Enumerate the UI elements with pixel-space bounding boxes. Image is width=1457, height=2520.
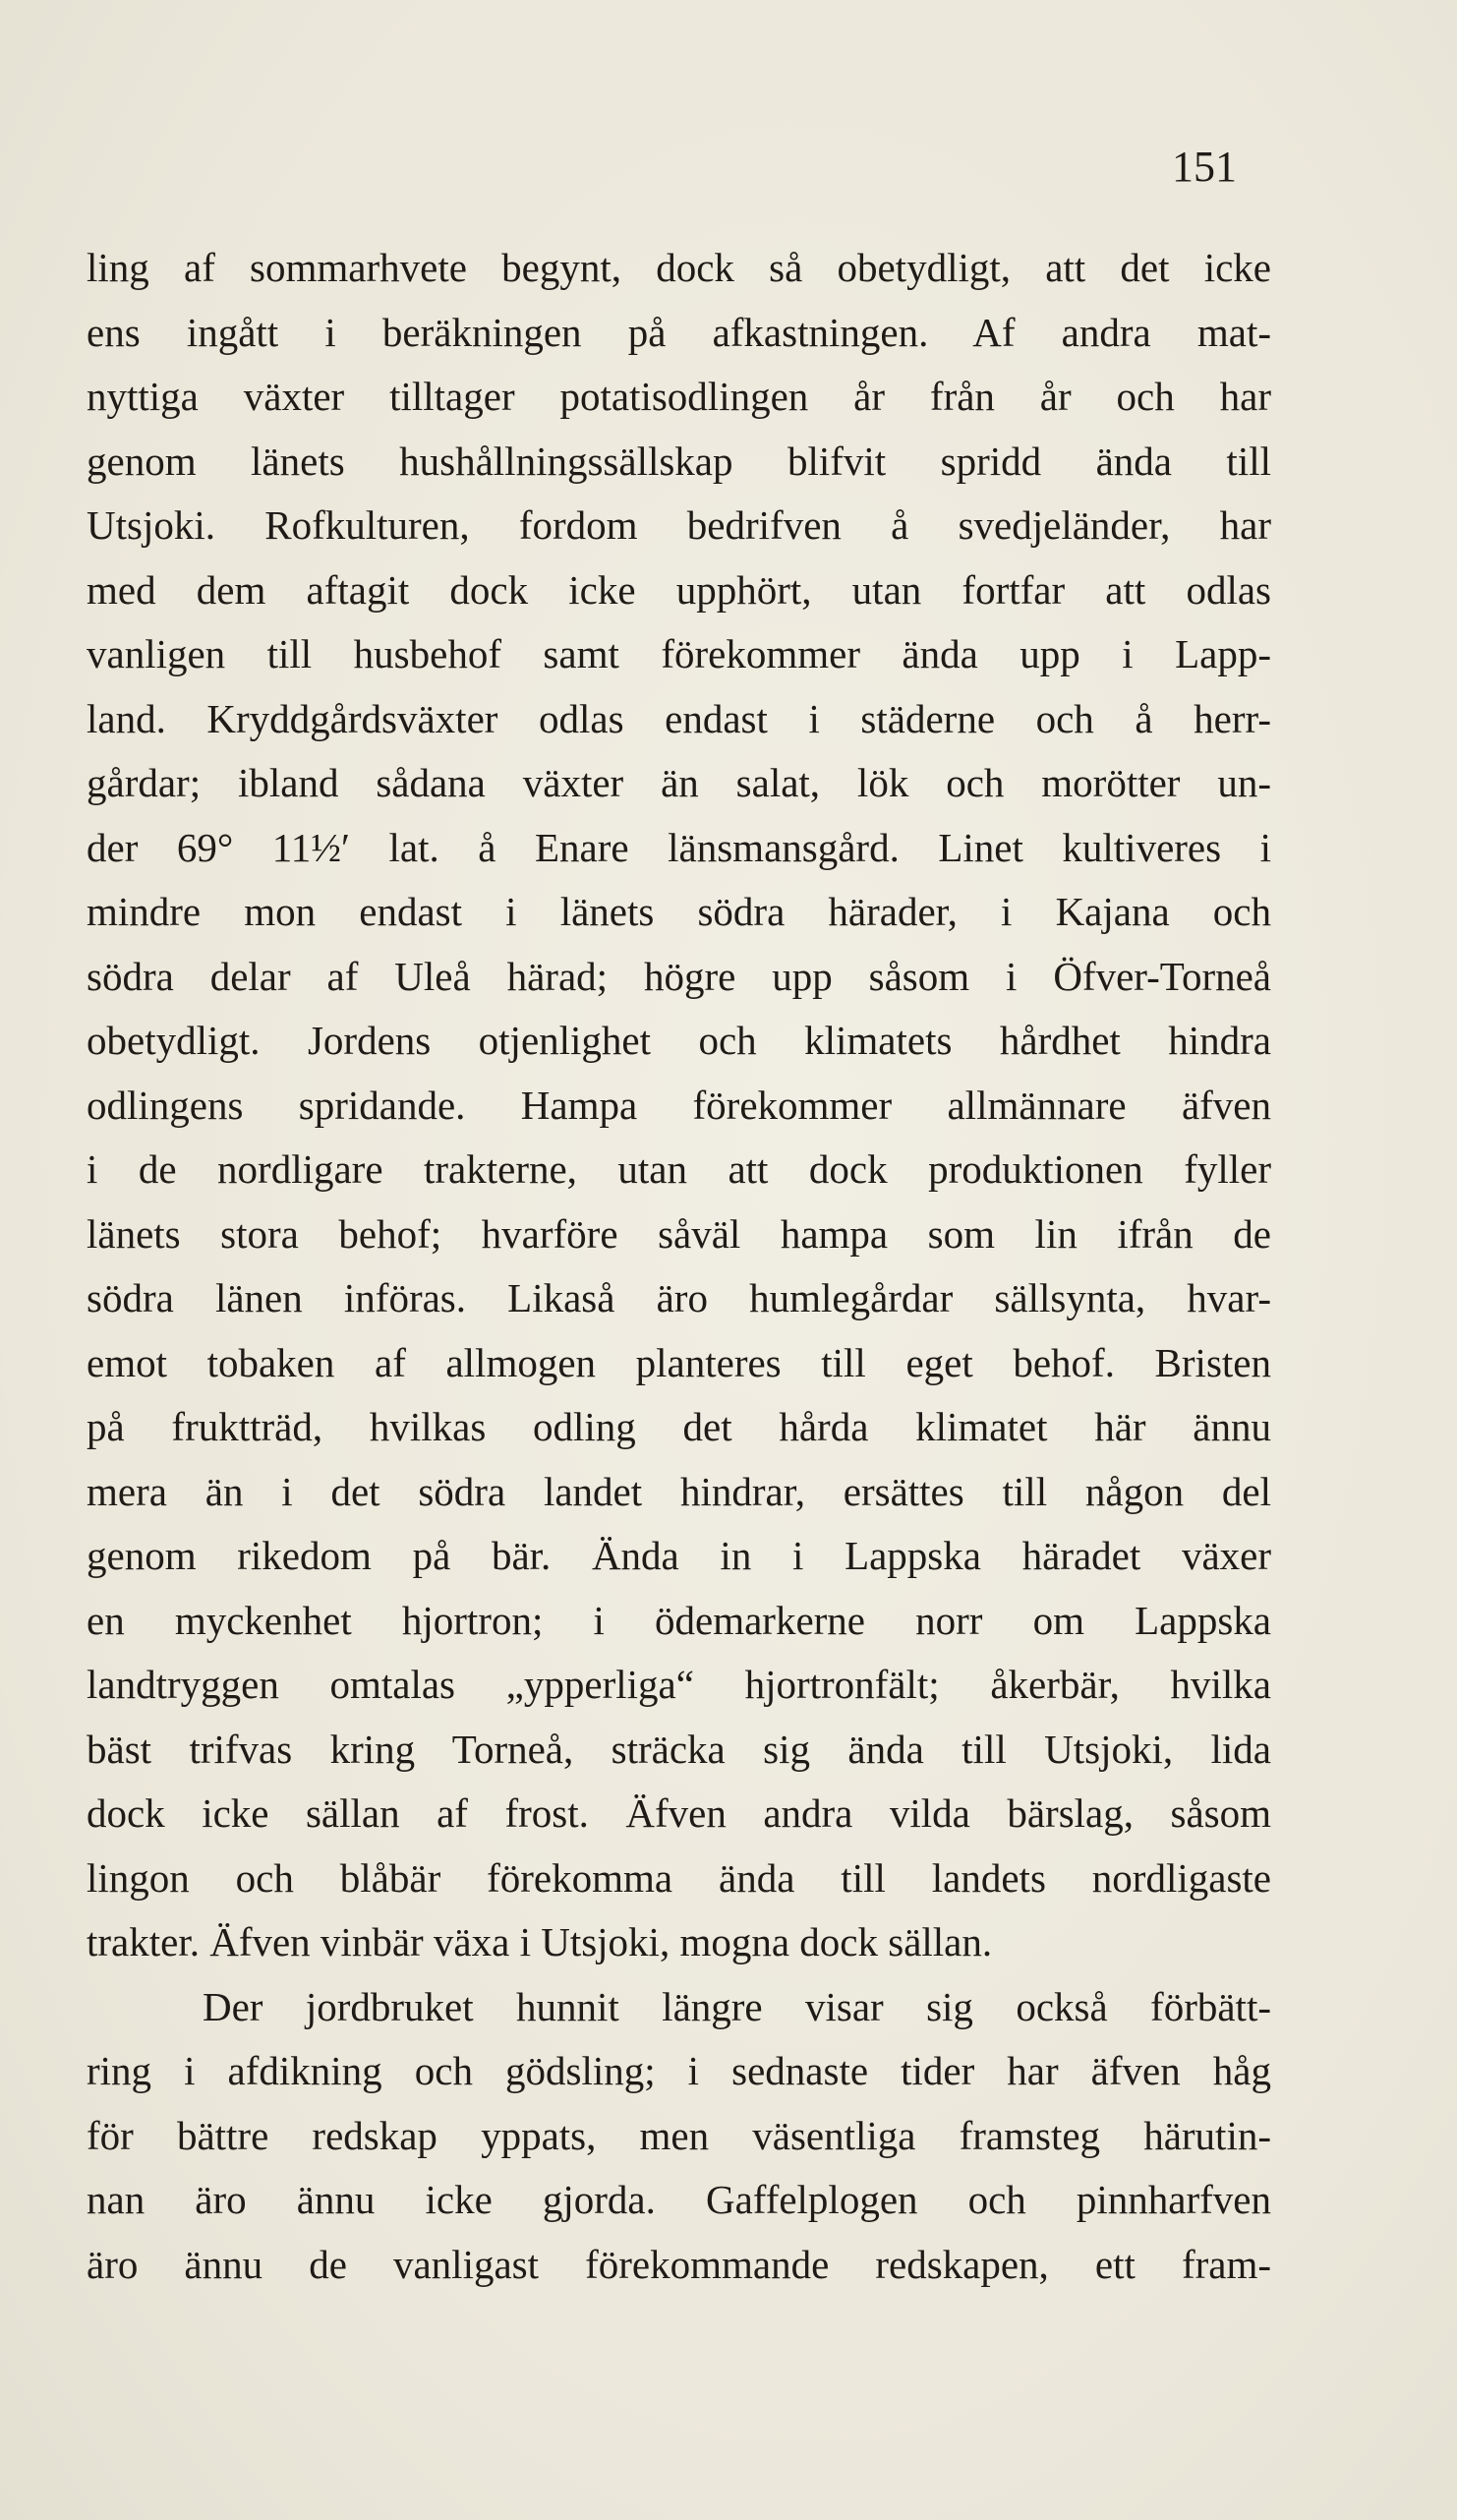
page-number: 151 bbox=[1172, 143, 1237, 191]
text-line-28: Der jordbruket hunnit längre visar sig också förbätt- bbox=[203, 1983, 1271, 2029]
text-line-1: ling af sommarhvete begynt, dock så obetydligt, att det icke bbox=[87, 245, 1271, 290]
text-line-23: landtryggen omtalas „ypperliga“ hjortronfält; åkerbär, hvilka bbox=[87, 1662, 1271, 1707]
text-line-32: äro ännu de vanligast förekommande redskapen, ett fram- bbox=[87, 2241, 1271, 2287]
text-line-10: der 69° 11½′ lat. å Enare länsmansgård. Linet kultiveres i bbox=[87, 824, 1271, 870]
text-line-25: dock icke sällan af frost. Äfven andra vilda bärslag, såsom bbox=[87, 1790, 1271, 1836]
body-text bbox=[87, 236, 1271, 2297]
text-line-31: nan äro ännu icke gjorda. Gaffelplogen och pinnharfven bbox=[87, 2177, 1271, 2222]
text-line-15: i de nordligare trakterne, utan att dock produktionen fyller bbox=[87, 1146, 1271, 1192]
text-line-5: Utsjoki. Rofkulturen, fordom bedrifven å svedjeländer, har bbox=[87, 502, 1271, 548]
text-line-20: mera än i det södra landet hindrar, ersättes till någon del bbox=[87, 1468, 1271, 1514]
text-line-3: nyttiga växter tilltager potatisodlingen år från år och har bbox=[87, 374, 1271, 419]
text-line-29: ring i afdikning och gödsling; i sednaste tider har äfven håg bbox=[87, 2048, 1271, 2093]
text-line-26: lingon och blåbär förekomma ända till landets nordligaste bbox=[87, 1854, 1271, 1901]
text-line-14: odlingens spridande. Hampa förekommer allmännare äfven bbox=[87, 1082, 1271, 1128]
text-line-24: bäst trifvas kring Torneå, sträcka sig ända till Utsjoki, lida bbox=[87, 1726, 1271, 1772]
text-line-7: vanligen till husbehof samt förekommer ända upp i Lapp- bbox=[87, 631, 1271, 676]
text-line-18: emot tobaken af allmogen planteres till eget behof. Bristen bbox=[87, 1339, 1271, 1385]
text-line-2: ens ingått i beräkningen på afkastningen. Af andra mat- bbox=[87, 309, 1271, 355]
text-line-21: genom rikedom på bär. Ända in i Lappska häradet växer bbox=[87, 1533, 1271, 1578]
text-line-6: med dem aftagit dock icke upphört, utan fortfar att odlas bbox=[87, 566, 1271, 613]
text-line-16: länets stora behof; hvarföre såväl hampa som lin ifrån de bbox=[87, 1210, 1271, 1257]
text-line-13: obetydligt. Jordens otjenlighet och klimatets hårdhet hindra bbox=[87, 1018, 1271, 1063]
text-line-11: mindre mon endast i länets södra härader, i Kajana och bbox=[87, 889, 1271, 934]
text-line-4: genom länets hushållningssällskap blifvit spridd ända till bbox=[87, 438, 1271, 484]
text-line-17: södra länen införas. Likaså äro humlegårdar sällsynta, hvar- bbox=[87, 1275, 1271, 1320]
text-line-8: land. Kryddgårdsväxter odlas endast i städerne och å herr- bbox=[87, 695, 1271, 741]
text-line-22: en myckenhet hjortron; i ödemarkerne norr om Lappska bbox=[87, 1597, 1271, 1643]
text-line-19: på fruktträd, hvilkas odling det hårda klimatet här ännu bbox=[87, 1404, 1271, 1449]
text-line-30: för bättre redskap yppats, men väsentliga framsteg härutin- bbox=[87, 2112, 1271, 2158]
text-line-12: södra delar af Uleå härad; högre upp såsom i Öfver-Torneå bbox=[87, 953, 1271, 999]
text-line-9: gårdar; ibland sådana växter än salat, lök och morötter un- bbox=[87, 760, 1271, 805]
text-line-27: trakter. Äfven vinbär växa i Utsjoki, mogna dock sällan. bbox=[87, 1919, 993, 1964]
